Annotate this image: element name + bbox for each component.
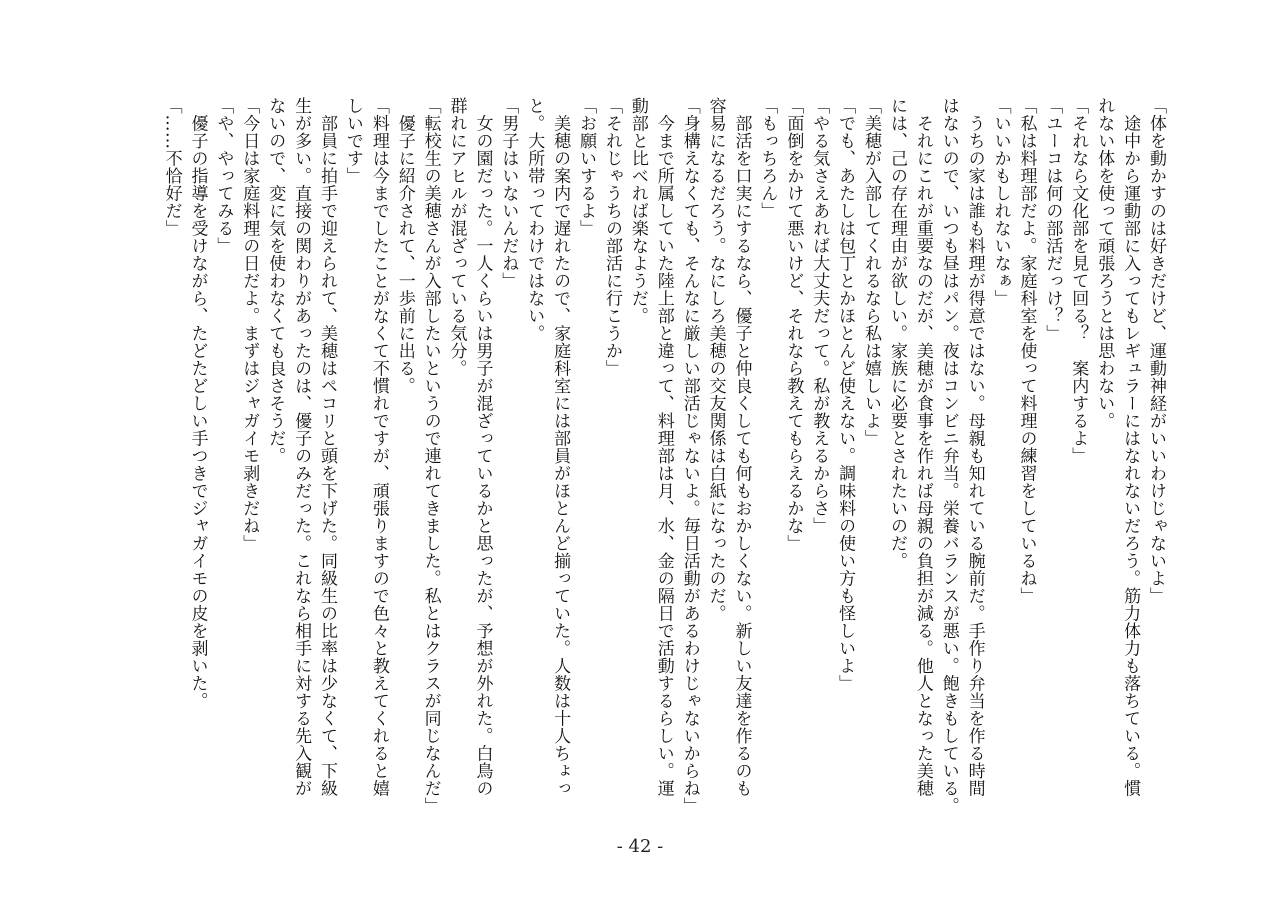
text-line: 「転校生の美穂さんが入部したいというので連れてきました。私とはクラスが同じなんだ」 <box>420 97 441 815</box>
page-number: - 42 - <box>616 836 664 857</box>
text-line: 動部と比べれば楽なようだ。 <box>627 97 648 325</box>
text-line: 「いいかもしれないなぁ」 <box>990 97 1011 307</box>
text-line: 「や、やってみる」 <box>213 97 234 255</box>
text-line: 「男子はいないんだね」 <box>498 97 519 290</box>
text-line: 美穂の案内で遅れたので、家庭科室には部員がほとんど揃っていた。人数は十人ちょっ <box>550 97 571 797</box>
text-line: 「でも、あたしは包丁とかほとんど使えない。調味料の使い方も怪しいよ」 <box>835 97 856 692</box>
text-line: 「私は料理部だよ。家庭科室を使って料理の練習をしているね」 <box>1016 97 1037 605</box>
text-line: 「ユーコは何の部活だっけ？」 <box>1042 97 1063 342</box>
text-line: 「もっちろん」 <box>757 97 778 220</box>
text-line: 今まで所属していた陸上部と違って、料理部は月、水、金の隔日で活動するらしい。運 <box>653 97 674 797</box>
text-line: 「やる気さえあれば大丈夫だって。私が教えるからさ」 <box>809 97 830 535</box>
text-line: 「料理は今までしたことがなくて不慣れですが、頑張りますので色々と教えてくれると嬉 <box>368 97 389 797</box>
text-line: 女の園だった。一人くらいは男子が混ざっているかと思ったが、予想が外れた。白鳥の <box>472 97 493 797</box>
vertical-text-body <box>158 97 1168 827</box>
text-line: 「それなら文化部を見て回る？ 案内するよ」 <box>1068 97 1089 465</box>
text-line: 「体を動かすのは好きだけど、運動神経がいいわけじゃないよ」 <box>1146 97 1166 605</box>
text-line: 部員に拍手で迎えられて、美穂はペコリと頭を下げた。同級生の比率は少なくて、下級 <box>317 97 337 797</box>
text-line: しいです」 <box>342 97 363 185</box>
text-line: それにこれが重要なのだが、美穂が食事を作れば母親の負担が減る。他人となった美穂 <box>912 97 933 797</box>
text-line: 途中から運動部に入ってもレギュラーにはなれないだろう。筋力体力も落ちている。慣 <box>1120 97 1141 797</box>
text-line: ないので、変に気を使わなくても良さそうだ。 <box>265 97 286 465</box>
text-line: うちの家は誰も料理が得意ではない。母親も知れている腕前だ。手作り弁当を作る時間 <box>964 97 985 797</box>
text-line: には、己の存在理由が欲しい。家族に必要とされたいのだ。 <box>886 97 907 570</box>
text-line: と。大所帯ってわけではない。 <box>524 97 545 342</box>
text-line: 部活を口実にするなら、優子と仲良くしても何もおかしくない。新しい友達を作るのも <box>731 97 752 797</box>
text-line: 「身構えなくても、そんなに厳しい部活じゃないよ。毎日活動があるわけじゃないからね」 <box>679 97 700 815</box>
text-line: 「……不恰好だ」 <box>161 97 182 237</box>
text-line: 「お願いするよ」 <box>576 97 597 237</box>
text-line: 「面倒をかけて悪いけど、それなら教えてもらえるかな」 <box>783 97 804 552</box>
text-line: 優子に紹介されて、一歩前に出る。 <box>394 97 415 395</box>
text-line: れない体を使って頑張ろうとは思わない。 <box>1094 97 1115 430</box>
text-line: 「美穂が入部してくれるなら私は嬉しいよ」 <box>861 97 882 447</box>
text-line: 群れにアヒルが混ざっている気分。 <box>446 97 467 377</box>
text-line: 優子の指導を受けながら、たどたどしい手つきでジャガイモの皮を剥いた。 <box>187 97 208 710</box>
text-line: 「今日は家庭料理の日だよ。まずはジャガイモ剥きだね」 <box>239 97 260 552</box>
text-line: 生が多い。直接の関わりがあったのは、優子のみだった。これなら相手に対する先入観が <box>291 97 312 797</box>
text-line: 「それじゃうちの部活に行こうか」 <box>601 97 622 377</box>
text-line: 容易になるだろう。なにしろ美穂の交友関係は白紙になったのだ。 <box>705 97 726 622</box>
text-line: はないので、いつも昼はパン。夜はコンビニ弁当。栄養バランスが悪い。飽きもしている。 <box>938 97 959 815</box>
